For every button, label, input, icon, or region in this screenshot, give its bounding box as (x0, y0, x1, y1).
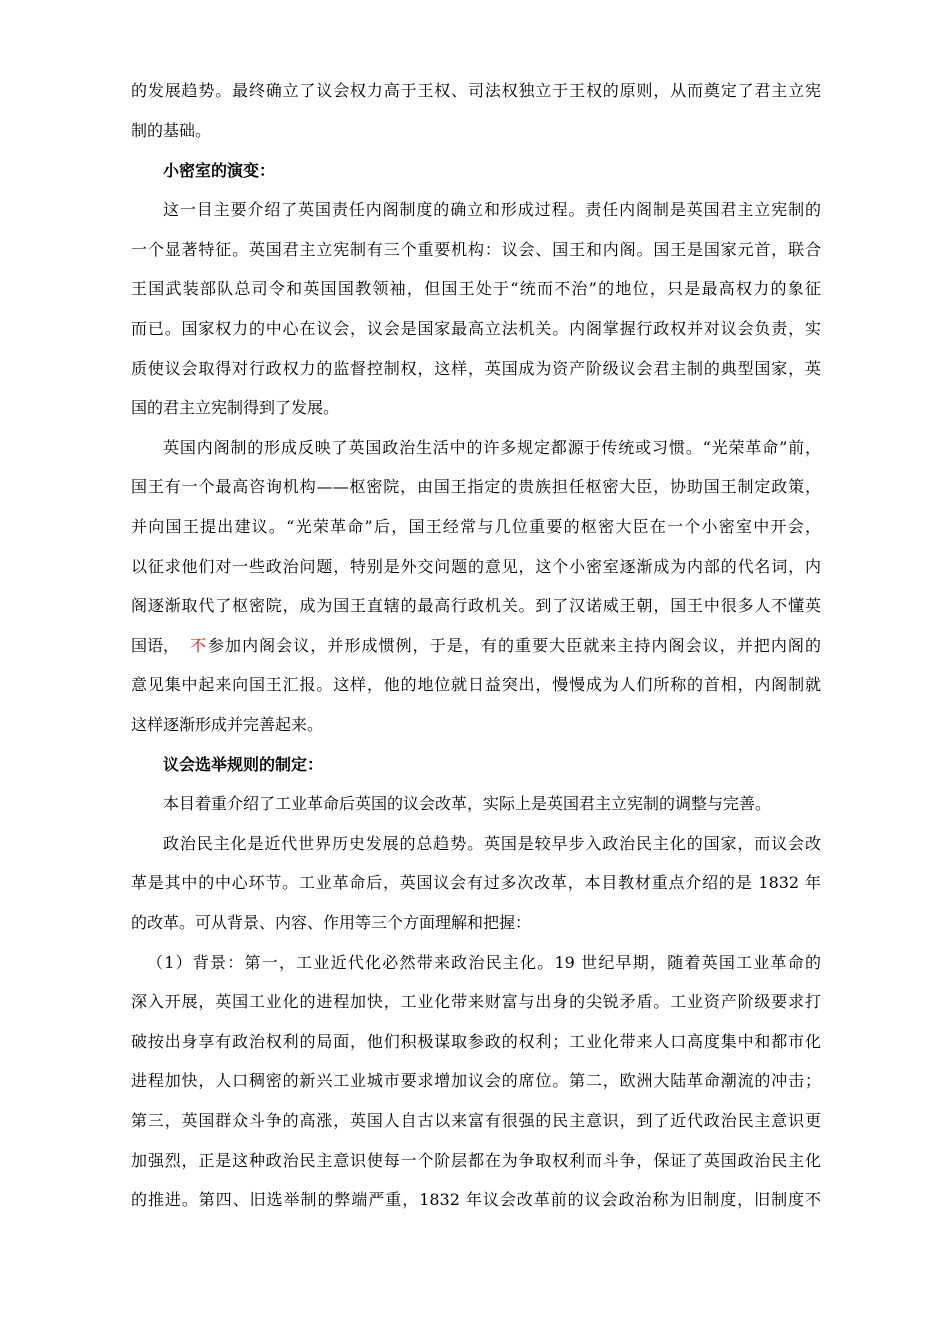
paragraph-line: 国的君主立宪制得到了发展。 (131, 398, 340, 417)
paragraph-line: 加强烈，正是这种政治民主意识使每一个阶层都在为争取权利而斗争，保证了英国政治民主化 (131, 1151, 821, 1170)
paragraph-line: 英国内阁制的形成反映了英国政治生活中的许多规定都源于传统或习惯。“光荣革命”前， (163, 438, 821, 457)
paragraph-line-rest: 参加内阁会议，并形成惯例，于是，有的重要大臣就来主持内阁会议，并把内阁的 (208, 636, 821, 655)
paragraph-line: 阁逐渐取代了枢密院，成为国王直辖的最高行政机关。到了汉诺威王朝，国王中很多人不懂英 (131, 596, 821, 615)
section-heading-election: 议会选举规则的制定： (163, 755, 324, 774)
paragraph-line: 这样逐渐形成并完善起来。 (131, 715, 324, 734)
section-heading-cabinet: 小密室的演变： (163, 161, 276, 180)
paragraph-line: （1）背景：第一，工业近代化必然带来政治民主化。19 世纪早期，随着英国工业革命的 (147, 953, 821, 972)
paragraph-line: 国王有一个最高咨询机构——枢密院，由国王指定的贵族担任枢密大臣，协助国王制定政策， (131, 477, 821, 496)
paragraph-line: 而已。国家权力的中心在议会，议会是国家最高立法机关。内阁掌握行政权并对议会负责，实 (131, 319, 821, 338)
paragraph-line: 深入开展，英国工业化的进程加快，工业化带来财富与出身的尖锐矛盾。工业资产阶级要求打 (131, 992, 821, 1011)
paragraph-line: 第三，英国群众斗争的高涨，英国人自古以来富有很强的民主意识，到了近代政治民主意识更 (131, 1111, 821, 1130)
paragraph-line: 制的基础。 (131, 121, 212, 140)
highlighted-char: 不 (190, 636, 207, 655)
paragraph-line: 质使议会取得对行政权力的监督控制权，这样，英国成为资产阶级议会君主制的典型国家，英 (131, 359, 821, 378)
paragraph-line-start: 国语， (131, 636, 180, 655)
paragraph-line: 的改革。可从背景、内容、作用等三个方面理解和把握： (131, 913, 532, 932)
paragraph-line: 革是其中的中心环节。工业革命后，英国议会有过多次改革，本目教材重点介绍的是 1832 年 (131, 873, 821, 892)
paragraph-line: 破按出身享有政治权利的局面，他们积极谋取参政的权利；工业化带来人口高度集中和都市化 (131, 1032, 821, 1051)
paragraph-line: 进程加快，人口稠密的新兴工业城市要求增加议会的席位。第二，欧洲大陆革命潮流的冲击； (131, 1071, 821, 1090)
paragraph-line: 的发展趋势。最终确立了议会权力高于王权、司法权独立于王权的原则，从而奠定了君主立宪 (131, 81, 821, 100)
paragraph-line: 意见集中起来向国王汇报。这样，他的地位就日益突出，慢慢成为人们所称的首相，内阁制就 (131, 675, 821, 694)
paragraph-line: 的推进。第四、旧选举制的弊端严重，1832 年议会改革前的议会政治称为旧制度，旧制度不 (131, 1190, 821, 1209)
paragraph-line: 政治民主化是近代世界历史发展的总趋势。英国是较早步入政治民主化的国家，而议会改 (163, 834, 821, 853)
paragraph-line: 本目着重介绍了工业革命后英国的议会改革，实际上是英国君主立宪制的调整与完善。 (163, 794, 772, 813)
paragraph-line: 一个显著特征。英国君主立宪制有三个重要机构：议会、国王和内阁。国王是国家元首，联合 (131, 240, 821, 259)
paragraph-line: 王国武装部队总司令和英国国教领袖，但国王处于“统而不治”的地位，只是最高权力的象征 (131, 279, 821, 298)
paragraph-line: 这一目主要介绍了英国责任内阁制度的确立和形成过程。责任内阁制是英国君主立宪制的 (163, 200, 821, 219)
paragraph-line: 以征求他们对一些政治问题，特别是外交问题的意见，这个小密室逐渐成为内部的代名词，内 (131, 557, 821, 576)
paragraph-line: 并向国王提出建议。“光荣革命”后，国王经常与几位重要的枢密大臣在一个小密室中开会， (131, 517, 821, 536)
